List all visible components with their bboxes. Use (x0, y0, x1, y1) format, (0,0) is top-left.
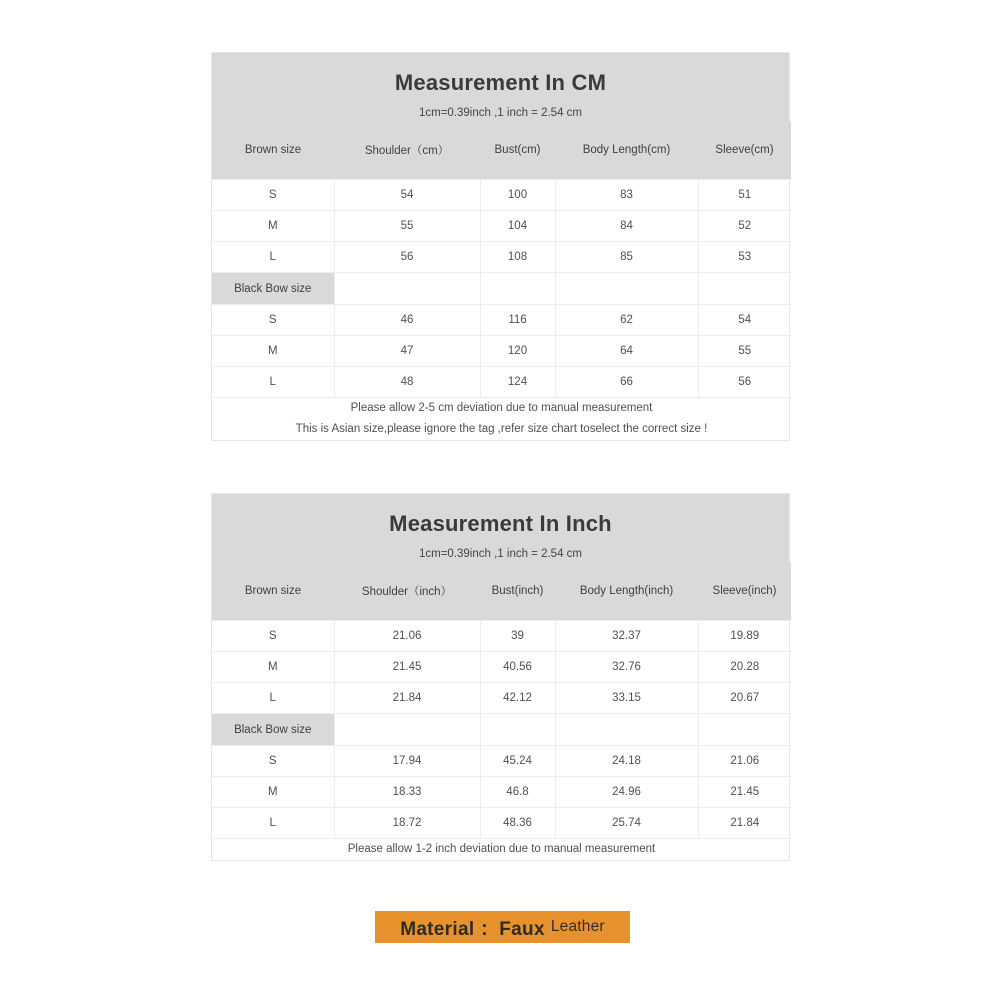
measurement-table-cm (211, 52, 790, 441)
table-row (212, 621, 791, 652)
cell-body-length: 33.15 (555, 683, 698, 714)
cell-bust: 120 (480, 336, 555, 367)
cell-body-length: 25.74 (555, 808, 698, 839)
table-row (212, 336, 791, 367)
cell-size: M (212, 336, 334, 367)
cell-shoulder: 56 (334, 242, 480, 273)
table-header-row (212, 562, 791, 620)
cell-size: M (212, 777, 334, 808)
table-notes-cm (212, 398, 791, 441)
cell-empty (698, 273, 791, 305)
table-row (212, 180, 791, 211)
cell-sleeve: 21.84 (698, 808, 791, 839)
data-table-cm (212, 179, 791, 440)
table-row (212, 367, 791, 398)
cell-bust: 48.36 (480, 808, 555, 839)
cell-body-length: 84 (555, 211, 698, 242)
table-subtitle-cm: 1cm=0.39inch ,1 inch = 2.54 cm (418, 107, 582, 119)
cell-size: L (212, 242, 334, 273)
note-line: Please allow 1-2 inch deviation due to manual measurement (347, 843, 656, 855)
table-notes-inch (212, 839, 791, 861)
cell-empty (480, 273, 555, 305)
column-header-body-length: Body Length(cm) (555, 121, 698, 179)
column-header-body-length: Body Length(inch) (555, 562, 698, 620)
cell-shoulder: 17.94 (334, 746, 480, 777)
cell-body-length: 62 (555, 305, 698, 336)
cell-empty (334, 273, 480, 305)
cell-bust: 42.12 (480, 683, 555, 714)
cell-shoulder: 47 (334, 336, 480, 367)
table-subtitle-inch: 1cm=0.39inch ,1 inch = 2.54 cm (418, 548, 582, 560)
data-table-inch (212, 620, 791, 860)
cell-shoulder: 21.06 (334, 621, 480, 652)
column-header-shoulder: Shoulder（inch） (334, 562, 480, 620)
cell-sleeve: 51 (698, 180, 791, 211)
column-header-bust: Bust(cm) (480, 121, 555, 179)
cell-body-length: 32.37 (555, 621, 698, 652)
table-row (212, 242, 791, 273)
cell-bust: 46.8 (480, 777, 555, 808)
cell-empty (698, 714, 791, 746)
table-row (212, 777, 791, 808)
cell-bust: 39 (480, 621, 555, 652)
cell-shoulder: 55 (334, 211, 480, 242)
note-line: Please allow 2-5 cm deviation due to manual measurement (350, 402, 653, 414)
table-row (212, 211, 791, 242)
column-header-bust: Bust(inch) (480, 562, 555, 620)
cell-sleeve: 19.89 (698, 621, 791, 652)
table-header-cm (212, 53, 789, 179)
cell-sleeve: 54 (698, 305, 791, 336)
cell-size: S (212, 305, 334, 336)
cell-empty (555, 714, 698, 746)
cell-size: S (212, 746, 334, 777)
cell-body-length: 85 (555, 242, 698, 273)
cell-size: M (212, 211, 334, 242)
cell-body-length: 66 (555, 367, 698, 398)
column-header-shoulder: Shoulder（cm） (334, 121, 480, 179)
material-label: Material ：Faux (400, 918, 545, 940)
cell-size: S (212, 621, 334, 652)
column-header-sleeve: Sleeve(cm) (698, 121, 791, 179)
cell-shoulder: 18.72 (334, 808, 480, 839)
measurement-table-inch (211, 493, 790, 861)
column-header-size: Brown size (212, 562, 334, 620)
cell-sleeve: 21.06 (698, 746, 791, 777)
material-value: Leather (550, 918, 605, 935)
table-row (212, 652, 791, 683)
cell-sleeve: 55 (698, 336, 791, 367)
cell-size: L (212, 367, 334, 398)
cell-bust: 45.24 (480, 746, 555, 777)
cell-size: L (212, 683, 334, 714)
cell-empty (555, 273, 698, 305)
table-header-inch (212, 494, 789, 620)
table-note-row (212, 839, 791, 861)
table-row (212, 808, 791, 839)
material-banner (375, 911, 630, 943)
cell-sleeve: 20.67 (698, 683, 791, 714)
cell-sleeve: 21.45 (698, 777, 791, 808)
table-row (212, 683, 791, 714)
cell-body-length: 32.76 (555, 652, 698, 683)
table-note-row (212, 398, 791, 441)
table-row (212, 746, 791, 777)
cell-empty (334, 714, 480, 746)
cell-sleeve: 20.28 (698, 652, 791, 683)
column-header-table-cm (212, 121, 791, 179)
table-group-row (212, 273, 791, 305)
cell-empty (480, 714, 555, 746)
table-title-cm: Measurement In CM (394, 70, 607, 95)
cell-body-length: 24.96 (555, 777, 698, 808)
cell-body-length: 83 (555, 180, 698, 211)
cell-shoulder: 18.33 (334, 777, 480, 808)
table-group-row (212, 714, 791, 746)
column-header-sleeve: Sleeve(inch) (698, 562, 791, 620)
cell-shoulder: 21.45 (334, 652, 480, 683)
group-label-black-bow: Black Bow size (212, 714, 334, 746)
cell-bust: 100 (480, 180, 555, 211)
cell-size: L (212, 808, 334, 839)
group-label-black-bow: Black Bow size (212, 273, 334, 305)
cell-bust: 116 (480, 305, 555, 336)
table-title-inch: Measurement In Inch (389, 511, 612, 536)
table-header-row (212, 121, 791, 179)
cell-sleeve: 56 (698, 367, 791, 398)
cell-sleeve: 53 (698, 242, 791, 273)
cell-size: M (212, 652, 334, 683)
cell-shoulder: 48 (334, 367, 480, 398)
cell-shoulder: 21.84 (334, 683, 480, 714)
cell-bust: 104 (480, 211, 555, 242)
cell-sleeve: 52 (698, 211, 791, 242)
column-header-table-inch (212, 562, 791, 620)
cell-body-length: 64 (555, 336, 698, 367)
table-row (212, 305, 791, 336)
cell-body-length: 24.18 (555, 746, 698, 777)
note-line: This is Asian size,please ignore the tag ,refer size chart toselect the correct size ! (295, 423, 708, 435)
cell-shoulder: 46 (334, 305, 480, 336)
cell-size: S (212, 180, 334, 211)
cell-shoulder: 54 (334, 180, 480, 211)
column-header-size: Brown size (212, 121, 334, 179)
cell-bust: 108 (480, 242, 555, 273)
cell-bust: 40.56 (480, 652, 555, 683)
cell-bust: 124 (480, 367, 555, 398)
